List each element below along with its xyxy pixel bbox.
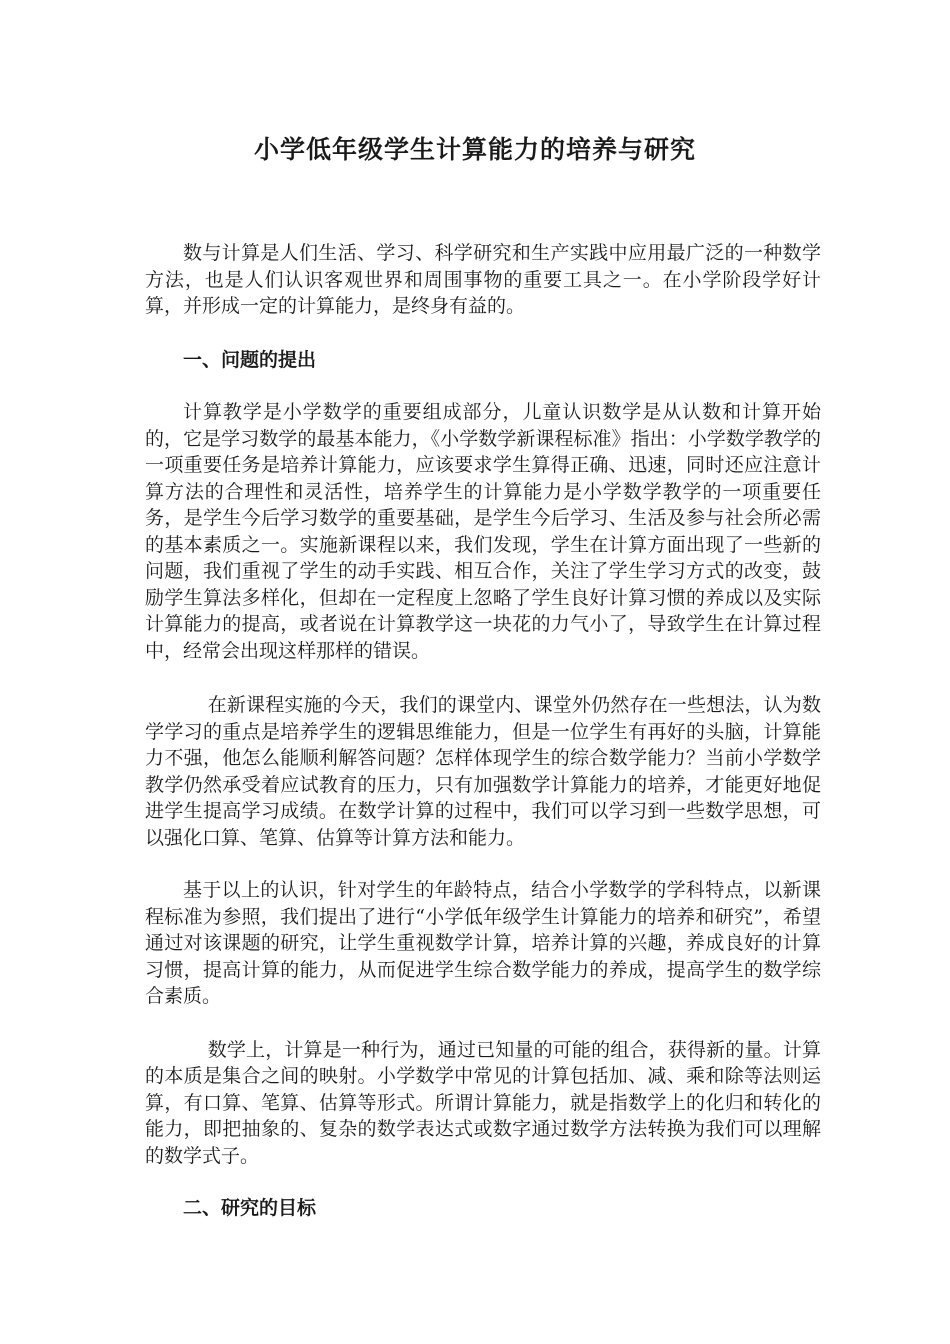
document-title: 小学低年级学生计算能力的培养与研究	[253, 135, 696, 164]
body-paragraph-3: 基于以上的认识，针对学生的年龄特点，结合小学数学的学科特点，以新课程标准为参照，我们提出了进行“小学低年级学生计算能力的培养和研究”，希望通过对该课题的研究，让学生重视数学计算，培养计算的兴趣，养成良好的计算习惯，提高计算的能力，从而促进学生综合数学能力的养成，提高学生的数学综合素质。	[145, 879, 821, 1007]
body-paragraph-1: 计算教学是小学数学的重要组成部分，儿童认识数学是从认数和计算开始的，它是学习数学的最基本能力，《小学数学新课程标准》指出：小学数学教学的一项重要任务是培养计算能力，应该要求学生算得正确、迅速，同时还应注意计算方法的合理性和灵活性，培养学生的计算能力是小学数学教学的一项重要任务，是学生今后学习数学的重要基础，是学生今后学习、生活及参与社会所必需的基本素质之一。实施新课程以来，我们发现，学生在计算方面出现了一些新的问题，我们重视了学生的动手实践、相互合作，关注了学生学习方式的改变，鼓励学生算法多样化，但却在一定程度上忽略了学生良好计算习惯的养成以及实际计算能力的提高，或者说在计算教学这一块花的力气小了，导致学生在计算过程中，经常会出现这样那样的错误。	[145, 401, 821, 662]
document-body	[145, 240, 821, 1222]
body-paragraph-4: 数学上，计算是一种行为，通过已知量的可能的组合，获得新的量。计算的本质是集合之间的映射。小学数学中常见的计算包括加、减、乘和除等法则运算，有口算、笔算、估算等形式。所谓计算能力，就是指数学上的化归和转化的能力，即把抽象的、复杂的数学表达式或数字通过数学方法转换为我们可以理解的数学式子。	[145, 1038, 821, 1167]
section-heading-2: 二、研究的目标	[183, 1197, 317, 1219]
body-paragraph-2: 在新课程实施的今天，我们的课堂内、课堂外仍然存在一些想法，认为数学学习的重点是培养学生的逻辑思维能力，但是一位学生有再好的头脑，计算能力不强，他怎么能顺利解答问题？怎样体现学生的综合数学能力？当前小学数学教学仍然承受着应试教育的压力，只有加强数学计算能力的培养，才能更好地促进学生提高学习成绩。在数学计算的过程中，我们可以学习到一些数学思想，可以强化口算、笔算、估算等计算方法和能力。	[145, 694, 821, 849]
section-heading-1: 一、问题的提出	[183, 348, 317, 371]
intro-paragraph: 数与计算是人们生活、学习、科学研究和生产实践中应用最广泛的一种数学方法，也是人们认识客观世界和周围事物的重要工具之一。在小学阶段学好计算，并形成一定的计算能力，是终身有益的。	[145, 242, 821, 317]
